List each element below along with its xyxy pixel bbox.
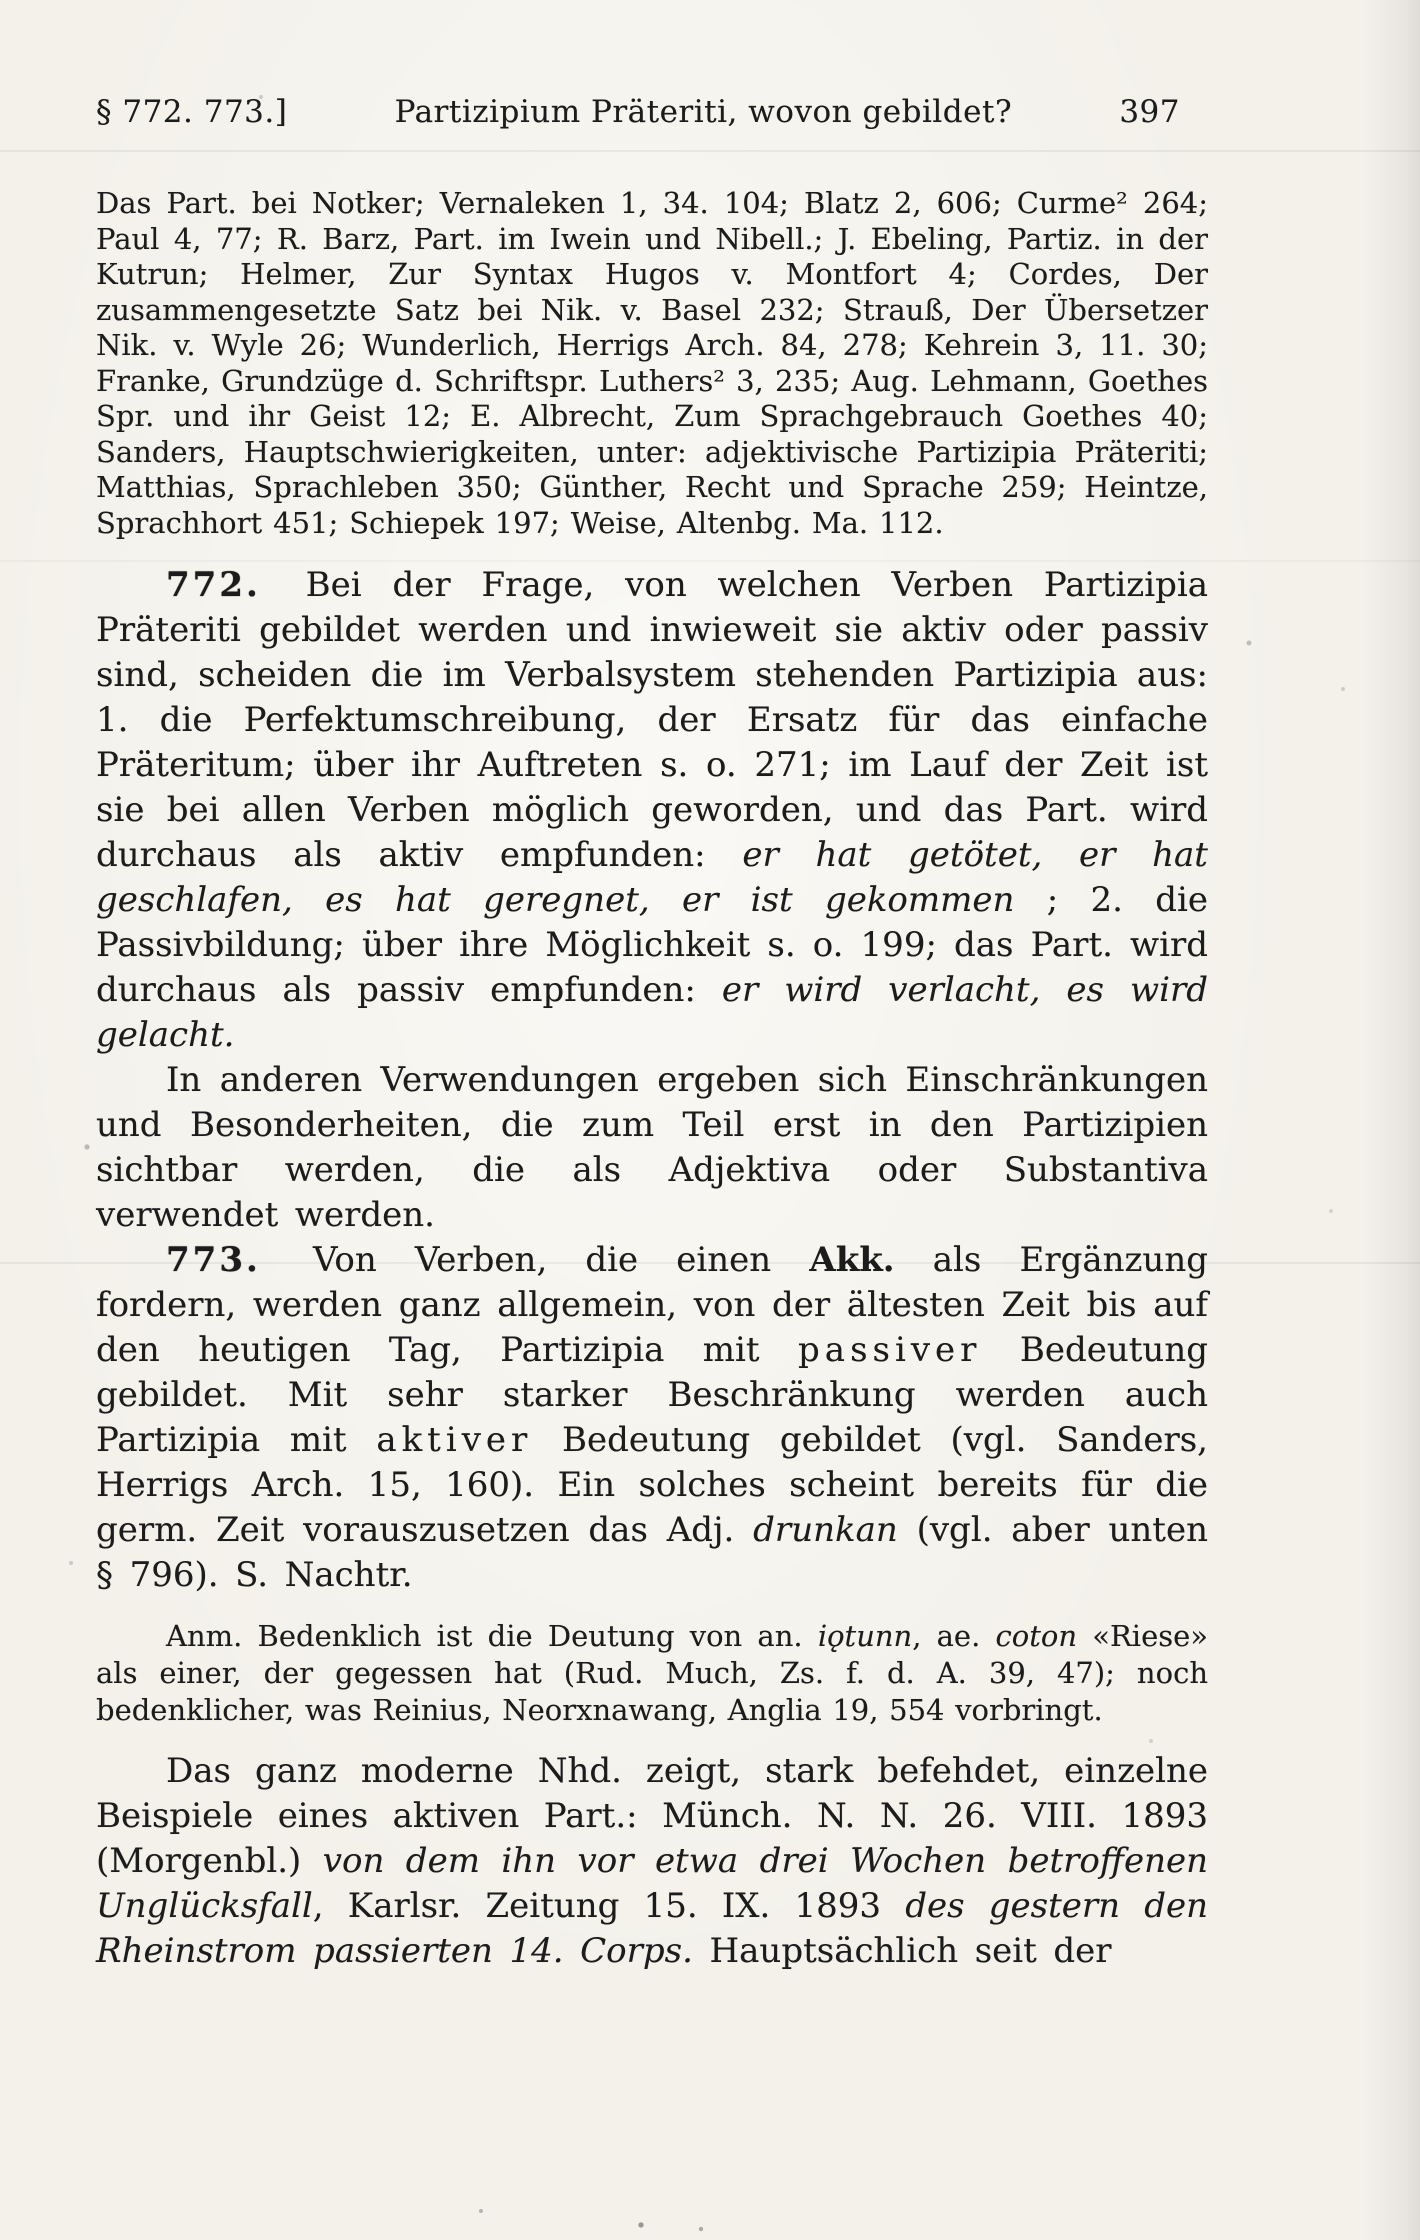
text-run: ; 2. die Passivbildung; über ihre Möglichkeit s. o. 199; das Part. wird durchaus als passiv empfunden: bbox=[96, 880, 1208, 1010]
italic-example: er hat getötet, er hat geschlafen, es hat geregnet, er ist gekommen bbox=[96, 835, 1208, 920]
text-run: Bedeutung gebildet (vgl. Sanders, Herrigs Arch. 15, 160). Ein solches scheint bereits für die germ. Zeit vorauszusetzen das Adj. bbox=[96, 1420, 1208, 1550]
text-run: Bedeutung gebildet. Mit sehr starker Beschränkung werden auch Partizipia mit bbox=[96, 1330, 1208, 1460]
section-reference: § 772. 773.] bbox=[96, 94, 288, 130]
bold-term-akk: Akk. bbox=[809, 1240, 895, 1280]
text-run: , ae. bbox=[912, 1619, 981, 1653]
text-run: Von Verben, die einen bbox=[312, 1240, 772, 1280]
text-run: Bedenklich ist die Deutung von an. bbox=[257, 1619, 803, 1653]
annotation-label: Anm. bbox=[166, 1619, 243, 1653]
text-run: Das ganz moderne Nhd. zeigt, stark befehdet, einzelne Beispiele eines aktiven Part.: Münch. N. N. 26. VIII. 1893 (Morgenbl.) bbox=[96, 1751, 1208, 1881]
text-run: (vgl. aber unten § 796). S. Nachtr. bbox=[96, 1510, 1208, 1595]
text-run: , Karlsr. Zeitung 15. IX. 1893 bbox=[312, 1886, 882, 1926]
text-run: Hauptsächlich seit der bbox=[709, 1931, 1112, 1971]
paragraph-uses: In anderen Verwendungen ergeben sich Einschränkungen und Besonderheiten, die zum Teil erst in den Partizipien sichtbar werden, die als Adjektiva oder Substantiva verwendet werden. bbox=[96, 1060, 1208, 1235]
section-number-772: 772. bbox=[166, 565, 261, 605]
italic-term-drunkan: drunkan bbox=[753, 1510, 898, 1550]
spaced-term-passiver: passiver bbox=[798, 1330, 982, 1370]
italic-term: coton bbox=[995, 1619, 1078, 1653]
text-run: «Riese» als einer, der gegessen hat (Rud. Much, Zs. f. d. A. 39, 47); noch bedenklicher, was Reinius, Neorxnawang, Anglia 19, 554 vorbringt. bbox=[96, 1619, 1209, 1727]
italic-quote: von dem ihn vor etwa drei Wochen betroffenen Unglücksfall bbox=[96, 1841, 1208, 1926]
italic-quote: des gestern den Rheinstrom passierten 14. Corps. bbox=[96, 1886, 1209, 1971]
text-run: als Ergänzung fordern, werden ganz allgemein, von der ältesten Zeit bis auf den heutigen Tag, Partizipia mit bbox=[96, 1240, 1208, 1370]
section-number-773: 773. bbox=[166, 1240, 261, 1280]
italic-example: er wird verlacht, es wird gelacht. bbox=[96, 970, 1208, 1055]
paragraph-772 bbox=[96, 563, 1208, 1058]
annotation-paragraph bbox=[96, 1618, 1208, 1729]
page-header bbox=[96, 92, 1208, 132]
paragraph-modern bbox=[96, 1749, 1208, 1974]
running-title: Partizipium Präteriti, wovon gebildet? bbox=[394, 94, 1013, 130]
text-run: Bei der Frage, von welchen Verben Partizipia Präteriti gebildet werden und inwieweit sie aktiv oder passiv sind, scheiden die im Verbalsystem stehenden Partizipia aus: 1. die Perfektumschreibung, der Ersatz für das einfache Präteritum; über ihr Auftreten s. o. 271; im Lauf der Zeit ist sie bei allen Verben möglich geworden, und das Part. wird durchaus als aktiv empfunden: bbox=[96, 565, 1209, 875]
page-number: 397 bbox=[1119, 94, 1180, 130]
scan-speckles bbox=[0, 0, 2, 2]
page-content bbox=[96, 92, 1208, 1974]
bibliography-paragraph: Das Part. bei Notker; Vernaleken 1, 34. 104; Blatz 2, 606; Curme² 264; Paul 4, 77; R. Barz, Part. im Iwein und Nibell.; J. Ebeling, Partiz. in der Kutrun; Helmer, Zur Syntax Hugos v. Montfort 4; Cordes, Der zusammengesetzte Satz bei Nik. v. Basel 232; Strauß, Der Übersetzer Nik. v. Wyle 26; Wunderlich, Herrigs Arch. 84, 278; Kehrein 3, 11. 30; Franke, Grundzüge d. Schriftspr. Luthers² 3, 235; Aug. Lehmann, Goethes Spr. und ihr Geist 12; E. Albrecht, Zum Sprachgebrauch Goethes 40; Sanders, Hauptschwierigkeiten, unter: adjektivische Partizipia Präteriti; Matthias, Sprachleben 350; Günther, Recht und Sprache 259; Heintze, Sprachhort 451; Schiepek 197; Weise, Altenbg. Ma. 112. bbox=[96, 186, 1208, 540]
paragraph-773 bbox=[96, 1238, 1208, 1598]
italic-term: iǫtunn bbox=[817, 1619, 913, 1653]
spaced-term-aktiver: aktiver bbox=[376, 1420, 533, 1460]
